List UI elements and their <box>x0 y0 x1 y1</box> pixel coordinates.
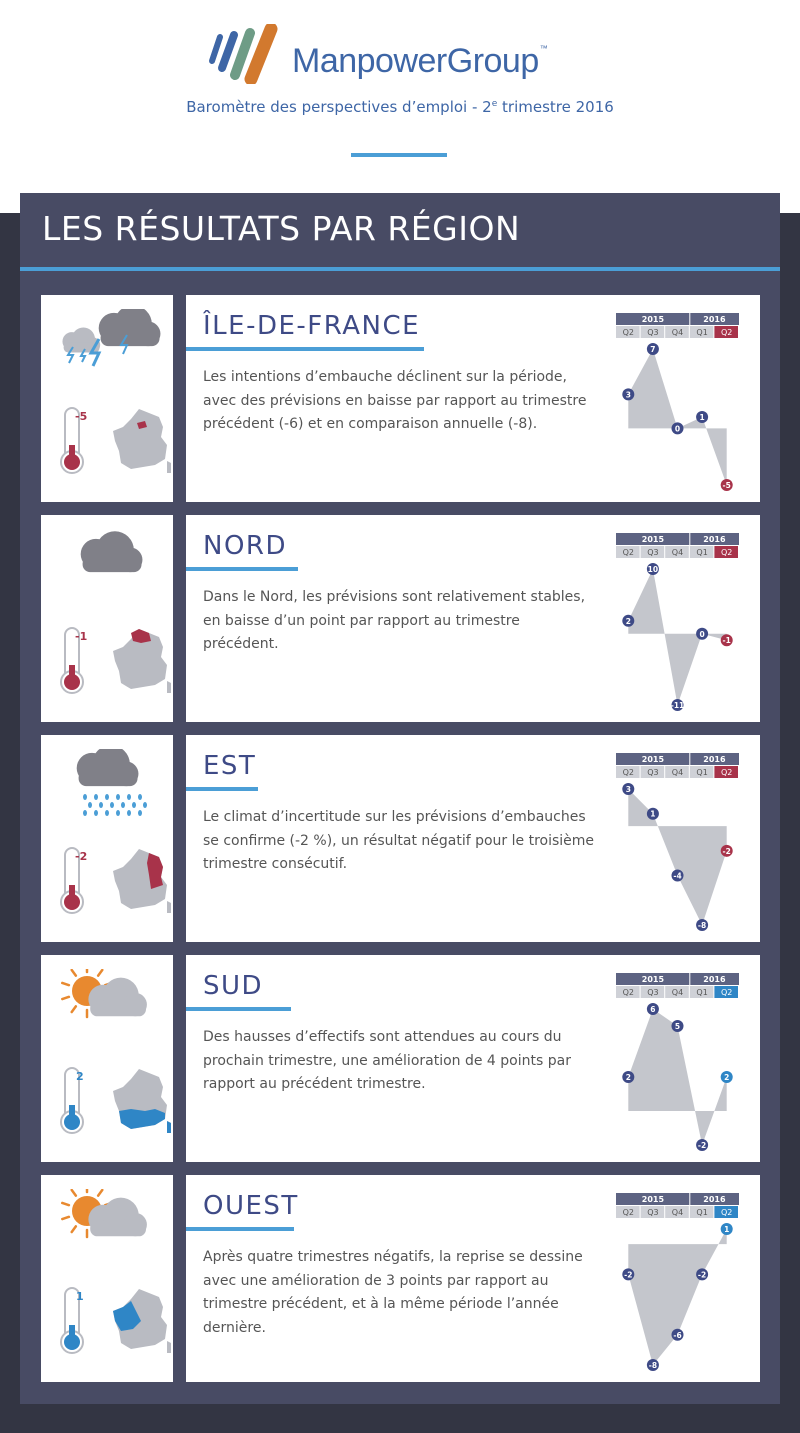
region-icon-card <box>41 1175 173 1382</box>
chart-data-point <box>672 1329 684 1341</box>
chart-data-label: 7 <box>650 345 656 354</box>
chart-tick-label: Q4 <box>671 988 684 997</box>
panel-title: LES RÉSULTATS PAR RÉGION <box>42 209 521 248</box>
chart-tick-label: Q4 <box>671 1208 684 1217</box>
chart-data-label: 1 <box>724 1225 730 1234</box>
chart-data-label: -4 <box>673 871 682 881</box>
chart-data-label: -6 <box>673 1330 682 1340</box>
chart-area <box>625 569 726 705</box>
chart-tick-label: Q2 <box>721 1208 733 1217</box>
chart-data-point <box>696 1139 708 1151</box>
region-description: Dans le Nord, les prévisions sont relativement stables, en baisse d’un point par rapport au trimestre précédent. <box>203 589 586 652</box>
temperature-value: -1 <box>75 630 88 643</box>
region-card <box>186 735 760 942</box>
region-name-underline <box>186 1227 294 1231</box>
chart-year-label: 2016 <box>703 1195 726 1204</box>
region-trend-chart <box>616 313 746 493</box>
france-map-icon <box>111 1065 171 1135</box>
chart-data-point <box>696 628 708 640</box>
chart-data-point <box>721 634 733 646</box>
chart-data-label: 5 <box>674 1022 681 1031</box>
chart-tick-label: Q2 <box>622 988 634 997</box>
chart-data-label: -5 <box>722 481 731 490</box>
brand-stripes-icon <box>200 24 290 84</box>
chart-tick-label: Q1 <box>696 1208 708 1217</box>
sun-cloud-icon <box>57 1189 161 1259</box>
chart-data-label: -2 <box>697 1141 707 1150</box>
temperature-value: 2 <box>76 1070 84 1083</box>
chart-data-point <box>671 699 685 711</box>
chart-tick-label: Q2 <box>622 548 634 557</box>
region-card <box>186 1175 760 1382</box>
region-card <box>186 295 760 502</box>
sun-cloud-icon <box>57 969 161 1039</box>
region-description: Le climat d’incertitude sur les prévisions d’embauches se confirme (-2 %), un résultat négatif pour le troisième trimestre consécutif. <box>203 809 595 872</box>
chart-tick-label: Q1 <box>696 768 708 777</box>
chart-data-label: -8 <box>697 921 707 930</box>
chart-data-point <box>696 1268 708 1280</box>
region-name-underline <box>186 787 258 791</box>
chart-data-point <box>696 411 708 423</box>
chart-tick-label: Q3 <box>647 1208 659 1217</box>
chart-data-label: 10 <box>647 565 659 574</box>
region-icon-card <box>41 735 173 942</box>
region-name-underline <box>186 1007 291 1011</box>
region-description: Des hausses d’effectifs sont attendues au cours du prochain trimestre, une amélioration de 4 points par rapport au précédent trimestre. <box>203 1029 571 1092</box>
brand-logo <box>200 24 600 84</box>
temperature-value: -2 <box>75 850 88 863</box>
chart-data-point <box>622 1268 634 1280</box>
chart-data-label: -2 <box>697 1270 707 1280</box>
region-name-underline <box>186 347 424 351</box>
chart-data-label: -11 <box>670 701 685 710</box>
chart-data-point <box>622 615 634 627</box>
region-icon-card <box>41 515 173 722</box>
chart-data-label: 3 <box>625 390 631 400</box>
region-name-underline <box>186 567 298 571</box>
region-trend-chart <box>616 1193 746 1373</box>
chart-tick-label: Q2 <box>622 768 634 777</box>
chart-area <box>628 789 726 925</box>
chart-year-label: 2016 <box>703 315 726 324</box>
chart-tick-label: Q1 <box>696 988 708 997</box>
chart-data-label: 2 <box>724 1073 730 1082</box>
chart-data-point <box>672 1020 684 1032</box>
chart-tick-label: Q4 <box>671 548 684 557</box>
chart-data-point <box>721 845 733 857</box>
region-description: Les intentions d’embauche déclinent sur la période, avec des prévisions en baisse par rapport au trimestre précédent (-6) et en comparaison annuelle (-8). <box>203 369 587 432</box>
region-name: OUEST <box>203 1191 299 1221</box>
chart-tick-label: Q2 <box>721 768 733 777</box>
chart-data-point <box>647 343 659 355</box>
panel-divider <box>20 267 780 271</box>
region-name: NORD <box>203 531 287 561</box>
chart-tick-label: Q2 <box>721 988 733 997</box>
chart-data-label: 3 <box>625 785 631 794</box>
chart-tick-label: Q4 <box>671 328 684 337</box>
region-trend-chart <box>616 533 746 713</box>
chart-year-label: 2015 <box>641 315 665 324</box>
chart-data-label: -1 <box>722 636 731 646</box>
temperature-value: 1 <box>76 1290 84 1303</box>
region-icon-card <box>41 295 173 502</box>
chart-tick-label: Q2 <box>622 1208 634 1217</box>
header-divider <box>351 153 447 157</box>
chart-data-point <box>672 870 684 882</box>
chart-data-point <box>647 808 659 820</box>
chart-data-label: 1 <box>699 413 705 422</box>
region-trend-chart <box>616 973 746 1153</box>
region-icon-card <box>41 955 173 1162</box>
region-description: Après quatre trimestres négatifs, la reprise se dessine avec une amélioration de 3 points par rapport au trimestre précédent, et à la même période l’année dernière. <box>203 1249 583 1336</box>
chart-data-label: 0 <box>674 424 681 434</box>
temperature-value: -5 <box>75 410 88 423</box>
chart-data-point <box>721 479 733 491</box>
chart-data-label: 0 <box>699 629 705 639</box>
results-panel <box>20 193 780 1404</box>
chart-data-label: 2 <box>625 1073 631 1082</box>
chart-area <box>628 1229 726 1365</box>
chart-tick-label: Q3 <box>647 768 659 777</box>
chart-year-label: 2015 <box>641 755 665 764</box>
chart-data-point <box>647 1003 659 1015</box>
chart-data-point <box>622 1071 634 1083</box>
chart-data-point <box>721 1223 733 1235</box>
chart-data-point <box>672 422 684 434</box>
chart-data-label: -2 <box>722 846 731 856</box>
chart-data-point <box>721 1071 733 1083</box>
region-name: SUD <box>203 971 264 1001</box>
thermometer-icon <box>53 1065 97 1135</box>
page-subtitle: Baromètre des perspectives d’emploi - 2e trimestre 2016 <box>186 98 614 116</box>
chart-tick-label: Q4 <box>671 768 684 777</box>
france-map-icon <box>111 1285 171 1355</box>
chart-tick-label: Q3 <box>647 988 659 997</box>
chart-data-point <box>622 783 634 795</box>
chart-data-label: 1 <box>650 809 656 819</box>
chart-tick-label: Q1 <box>696 548 708 557</box>
chart-year-label: 2016 <box>703 975 726 984</box>
chart-year-label: 2016 <box>703 755 726 764</box>
chart-data-point <box>647 563 659 575</box>
region-card <box>186 515 760 722</box>
chart-data-label: 6 <box>650 1005 656 1014</box>
chart-tick-label: Q2 <box>622 328 634 337</box>
region-card <box>186 955 760 1162</box>
chart-tick-label: Q2 <box>721 548 733 557</box>
chart-tick-label: Q3 <box>647 328 659 337</box>
region-name: ÎLE-DE-FRANCE <box>203 311 421 341</box>
page-header <box>0 0 800 193</box>
chart-tick-label: Q1 <box>696 328 708 337</box>
chart-data-label: -8 <box>648 1361 658 1370</box>
thermometer-icon <box>53 1285 97 1355</box>
chart-data-point <box>622 388 634 400</box>
region-trend-chart <box>616 753 746 933</box>
chart-year-label: 2016 <box>703 535 726 544</box>
chart-data-label: -2 <box>624 1270 633 1280</box>
rain-cloud-icon <box>57 749 161 819</box>
chart-year-label: 2015 <box>641 535 665 544</box>
brand-name: ManpowerGroup™ <box>292 42 548 80</box>
cloud-icon <box>57 529 161 599</box>
chart-year-label: 2015 <box>641 975 665 984</box>
france-map-icon <box>111 405 171 475</box>
france-map-icon <box>111 625 171 695</box>
chart-data-point <box>696 919 708 931</box>
storm-cloud-icon <box>57 309 161 379</box>
chart-area <box>625 349 726 485</box>
chart-tick-label: Q3 <box>647 548 659 557</box>
france-map-icon <box>111 845 171 915</box>
chart-tick-label: Q2 <box>721 328 733 337</box>
chart-year-label: 2015 <box>641 1195 665 1204</box>
region-name: EST <box>203 751 257 781</box>
chart-data-point <box>647 1359 659 1371</box>
chart-data-label: 2 <box>625 616 631 626</box>
